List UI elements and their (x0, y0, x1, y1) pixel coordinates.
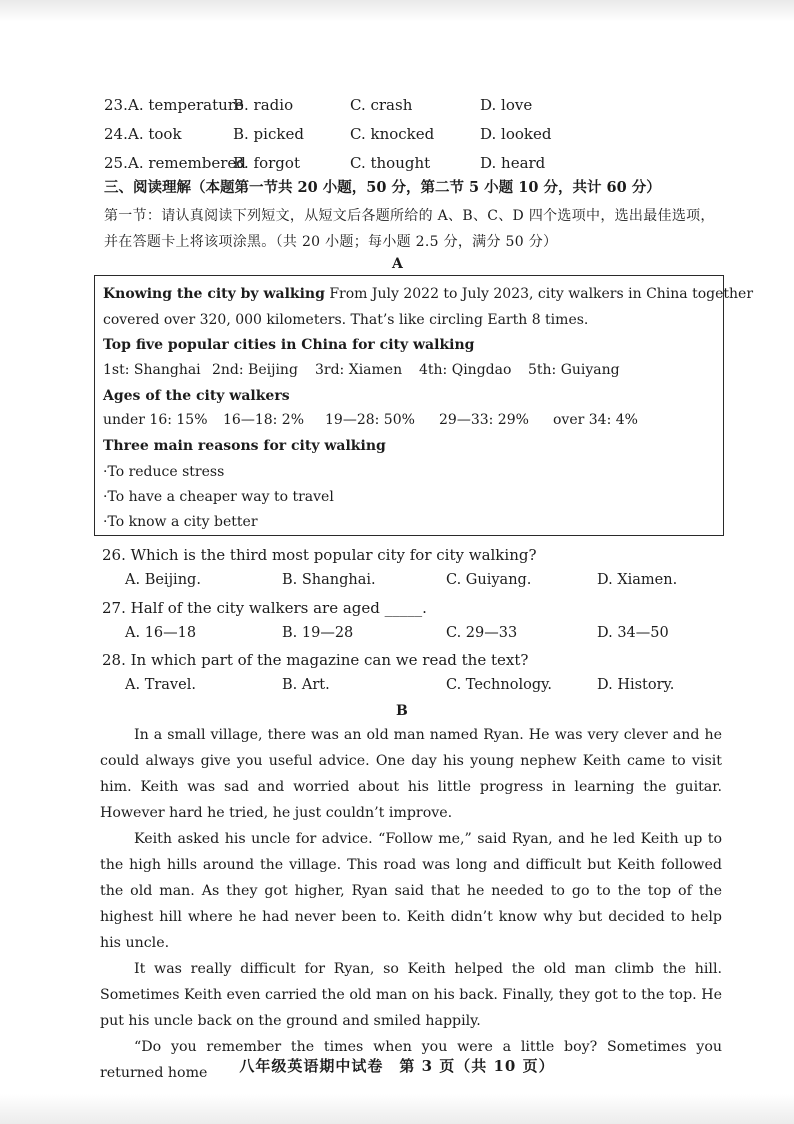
section-header: 三、阅读理解（本题第一节共 20 小题，50 分，第二节 5 小题 10 分，共计 60 分） (104, 179, 661, 196)
cities-title (103, 337, 474, 353)
question-number: 24. (104, 125, 128, 143)
question-number: 23. (104, 96, 128, 114)
option-c: C. 29—33 (446, 625, 518, 641)
reason-item: ·To reduce stress (103, 464, 225, 480)
age-item: under 16: 15% (103, 412, 208, 428)
reason-item: ·To have a cheaper way to travel (103, 489, 334, 505)
city-item: 3rd: Xiamen (315, 362, 403, 378)
ages-title (103, 388, 290, 404)
intro-title: Knowing the city by walking (103, 286, 325, 302)
option-b: B. Shanghai. (282, 572, 376, 588)
question-27-stem: 27. Half of the city walkers are aged _____. (102, 599, 427, 617)
passage-paragraph: Keith asked his uncle for advice. “Follow me,” said Ryan, and he led Keith up to the high hills around the village. This road was long and difficult but Keith followed the old man. As they got higher, Ryan said that he needed to go to the top of the highest hill where he had never been to. Keith didn’t know why but decided to help his uncle. (100, 831, 722, 951)
option-b: B. forgot (233, 154, 300, 172)
option-a: A. remembered (128, 154, 246, 172)
option-b: B. radio (233, 96, 294, 114)
option-d: D. looked (480, 125, 552, 143)
passage-b-body (100, 722, 722, 1086)
age-item: 19—28: 50% (325, 412, 415, 428)
intro-text-line2: covered over 320, 000 kilometers. That’s like circling Earth 8 times. (103, 312, 589, 328)
option-a: A. temperature (128, 96, 244, 114)
age-item: over 34: 4% (553, 412, 638, 428)
reason-item: ·To know a city better (103, 514, 258, 530)
cities-title-text: Top five popular cities in China for city walking (103, 337, 475, 353)
option-c: C. Technology. (446, 677, 552, 693)
city-item: 4th: Qingdao (419, 362, 512, 378)
passage-a-box (94, 275, 754, 536)
city-item: 1st: Shanghai (103, 362, 201, 378)
question-28-stem: 28. In which part of the magazine can we read the text? (102, 651, 529, 669)
option-d: D. heard (480, 154, 546, 172)
passage-paragraph: In a small village, there was an old man named Ryan. He was very clever and he could always give you useful advice. One day his young nephew Keith came to visit him. Keith was sad and worried about his little progress in learning the guitar. However hard he tried, he just couldn’t improve. (100, 727, 722, 821)
passage-a-intro (103, 286, 753, 302)
option-c: C. Guiyang. (446, 572, 532, 588)
option-d: D. love (480, 96, 533, 114)
reasons-title (103, 438, 386, 454)
scan-shadow-top (0, 0, 794, 22)
ages-title-text: Ages of the city walkers (103, 388, 290, 404)
passage-paragraph: It was really difficult for Ryan, so Keith helped the old man climb the hill. Sometimes Keith even carried the old man on his back. Finally, they got to the top. He put his uncle back on the ground and smiled happily. (100, 961, 722, 1029)
cities-row (103, 362, 713, 382)
option-b: B. Art. (282, 677, 330, 693)
option-c: C. thought (350, 154, 431, 172)
page-footer: 八年级英语期中试卷 第 3 页（共 10 页） (239, 1057, 555, 1075)
city-item: 5th: Guiyang (528, 362, 620, 378)
question-number: 25. (104, 154, 128, 172)
passage-b-letter: B (396, 703, 408, 719)
intro-text: From July 2022 to July 2023, city walkers in China together (324, 286, 754, 302)
option-a: A. 16—18 (125, 625, 197, 641)
option-c: C. crash (350, 96, 413, 114)
option-c: C. knocked (350, 125, 435, 143)
scan-shadow-bottom (0, 1094, 794, 1124)
ages-row (103, 412, 713, 432)
option-a: A. Beijing. (125, 572, 201, 588)
age-item: 16—18: 2% (223, 412, 305, 428)
option-d: D. 34—50 (597, 625, 669, 641)
passage-a-letter: A (392, 256, 403, 272)
passage-paragraph: “Do you remember the times when you were a little boy? Sometimes you returned home (100, 1039, 722, 1081)
option-a: A. Travel. (125, 677, 196, 693)
question-26-stem: 26. Which is the third most popular city for city walking? (102, 546, 537, 564)
option-d: D. Xiamen. (597, 572, 678, 588)
section-instructions: 第一节：请认真阅读下列短文，从短文后各题所给的 A、B、C、D 四个选项中，选出最佳选项，并在答题卡上将该项涂黑。（共 20 小题；每小题 2.5 分，满分 50 分） (104, 208, 715, 250)
reasons-title-text: Three main reasons for city walking (103, 438, 386, 454)
city-item: 2nd: Beijing (212, 362, 298, 378)
option-b: B. 19—28 (282, 625, 354, 641)
age-item: 29—33: 29% (439, 412, 529, 428)
option-a: A. took (128, 125, 182, 143)
option-d: D. History. (597, 677, 675, 693)
option-b: B. picked (233, 125, 304, 143)
